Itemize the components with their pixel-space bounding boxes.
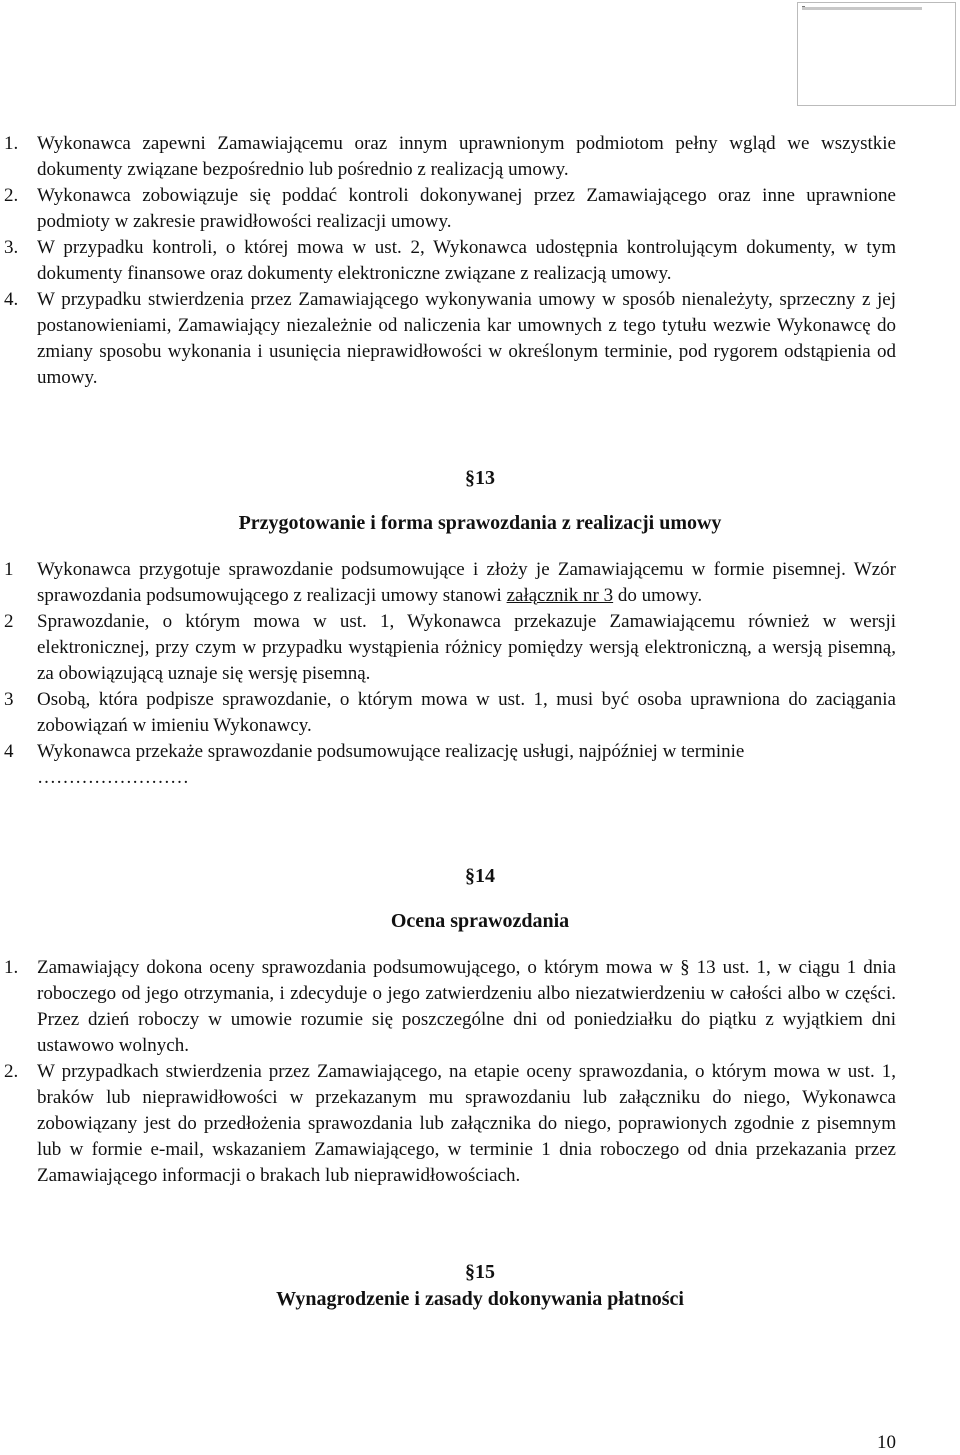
section-13-list <box>0 557 960 791</box>
obligations-list <box>0 131 960 391</box>
item-number: 1. <box>4 133 19 154</box>
list-item <box>0 557 960 609</box>
list-item <box>0 739 960 791</box>
item-number: 4. <box>4 289 19 310</box>
item-number: 2 <box>4 611 14 632</box>
section-symbol: § <box>465 1261 475 1283</box>
section-symbol: § <box>465 865 475 887</box>
section-14-number <box>0 865 960 888</box>
list-item <box>0 183 960 235</box>
section-13-number <box>0 467 960 490</box>
item-text: Wykonawca zobowiązuje się poddać kontroli dokonywanej przez Zamawiającego oraz inne uprawnione podmioty w zakresie prawidłowości realizacji umowy. <box>37 185 896 232</box>
section-number: 13 <box>475 467 495 489</box>
item-number: 2. <box>4 1061 19 1082</box>
item-number: 2. <box>4 185 19 206</box>
item-text-part: Wykonawca przygotuje sprawozdanie podsumowujące i złoży je Zamawiającemu w formie pisemnej. Wzór sprawozdania podsumowującego z realizacji umowy stanowi <box>37 559 896 606</box>
list-item <box>0 287 960 391</box>
list-item <box>0 1059 960 1189</box>
item-number: 3 <box>4 689 14 710</box>
section-15-title: Wynagrodzenie i zasady dokonywania płatności <box>276 1288 684 1310</box>
item-text: Wykonawca zapewni Zamawiającemu oraz innym uprawnionym podmiotom pełny wgląd we wszystkie dokumenty związane bezpośrednio lub pośrednio z realizacją umowy. <box>37 133 896 180</box>
item-text: W przypadkach stwierdzenia przez Zamawiającego, na etapie oceny sprawozdania, o którym mowa w ust. 1, braków lub nieprawidłowości w przekazanym mu sprawozdaniu lub załączniku do niego, Wykonawca zobowiązany jest do przedłożenia sprawozdania lub załącznika do niego, poprawionych zgodnie z pisemnym lub w formie e-mail, wskazaniem Zamawiającego, w terminie 1 dnia roboczego od dnia przekazania przez Zamawiającego informacji o brakach lub nieprawidłowościach. <box>37 1061 896 1186</box>
item-text-part: do umowy. <box>613 585 703 606</box>
section-13-title: Przygotowanie i forma sprawozdania z realizacji umowy <box>238 512 722 534</box>
item-text: W przypadku kontroli, o której mowa w ust. 2, Wykonawca udostępnia kontrolującym dokumenty, w tym dokumenty finansowe oraz dokumenty elektroniczne związane z realizacją umowy. <box>37 237 896 284</box>
item-number: 1 <box>4 559 14 580</box>
item-number: 3. <box>4 237 19 258</box>
item-text <box>37 557 896 609</box>
item-text: W przypadku stwierdzenia przez Zamawiającego wykonywania umowy w sposób nienależyty, sprzeczny z jej postanowieniami, Zamawiający niezależnie od naliczenia kar umownych z tego tytułu wezwie Wykonawcę do zmiany sposobu wykonania i usunięcia nieprawidłowości w określonym terminie, pod rygorem odstąpienia od umowy. <box>37 289 896 388</box>
document-thumbnail[interactable] <box>797 2 956 106</box>
thumbnail-text-line <box>802 7 922 10</box>
list-item <box>0 609 960 687</box>
page-number: 10 <box>877 1432 896 1453</box>
item-text: Sprawozdanie, o którym mowa w ust. 1, Wykonawca przekazuje Zamawiającemu również w wersji elektronicznej, przy czym w przypadku wystąpienia różnicy pomiędzy wersją elektroniczną, a wersją pisemną, za obowiązującą uznaje się wersję pisemną. <box>37 611 896 684</box>
list-item <box>0 131 960 183</box>
section-number: 15 <box>475 1261 495 1283</box>
list-item <box>0 955 960 1059</box>
section-number: 14 <box>475 865 495 887</box>
item-number: 4 <box>4 741 14 762</box>
attachment-link[interactable]: załącznik nr 3 <box>506 585 614 606</box>
section-symbol: § <box>465 467 475 489</box>
item-text: Osobą, która podpisze sprawozdanie, o którym mowa w ust. 1, musi być osoba uprawniona do zaciągania zobowiązań w imieniu Wykonawcy. <box>37 689 896 736</box>
section-14-list <box>0 955 960 1189</box>
item-number: 1. <box>4 957 19 978</box>
section-15-number <box>0 1261 960 1284</box>
section-14-title: Ocena sprawozdania <box>390 910 570 932</box>
list-item <box>0 235 960 287</box>
item-text: Wykonawca przekaże sprawozdanie podsumowujące realizację usługi, najpóźniej w terminie …………………… <box>37 741 745 788</box>
list-item <box>0 687 960 739</box>
item-text: Zamawiający dokona oceny sprawozdania podsumowującego, o którym mowa w § 13 ust. 1, w ciągu 1 dnia roboczego od jego otrzymania, i zdecyduje o jego zatwierdzeniu albo niezatwierdzeniu w całości albo w części. Przez dzień roboczy w umowie rozumie się poszczególne dni od poniedziałku do piątku z wyjątkiem dni ustawowo wolnych. <box>37 957 896 1056</box>
